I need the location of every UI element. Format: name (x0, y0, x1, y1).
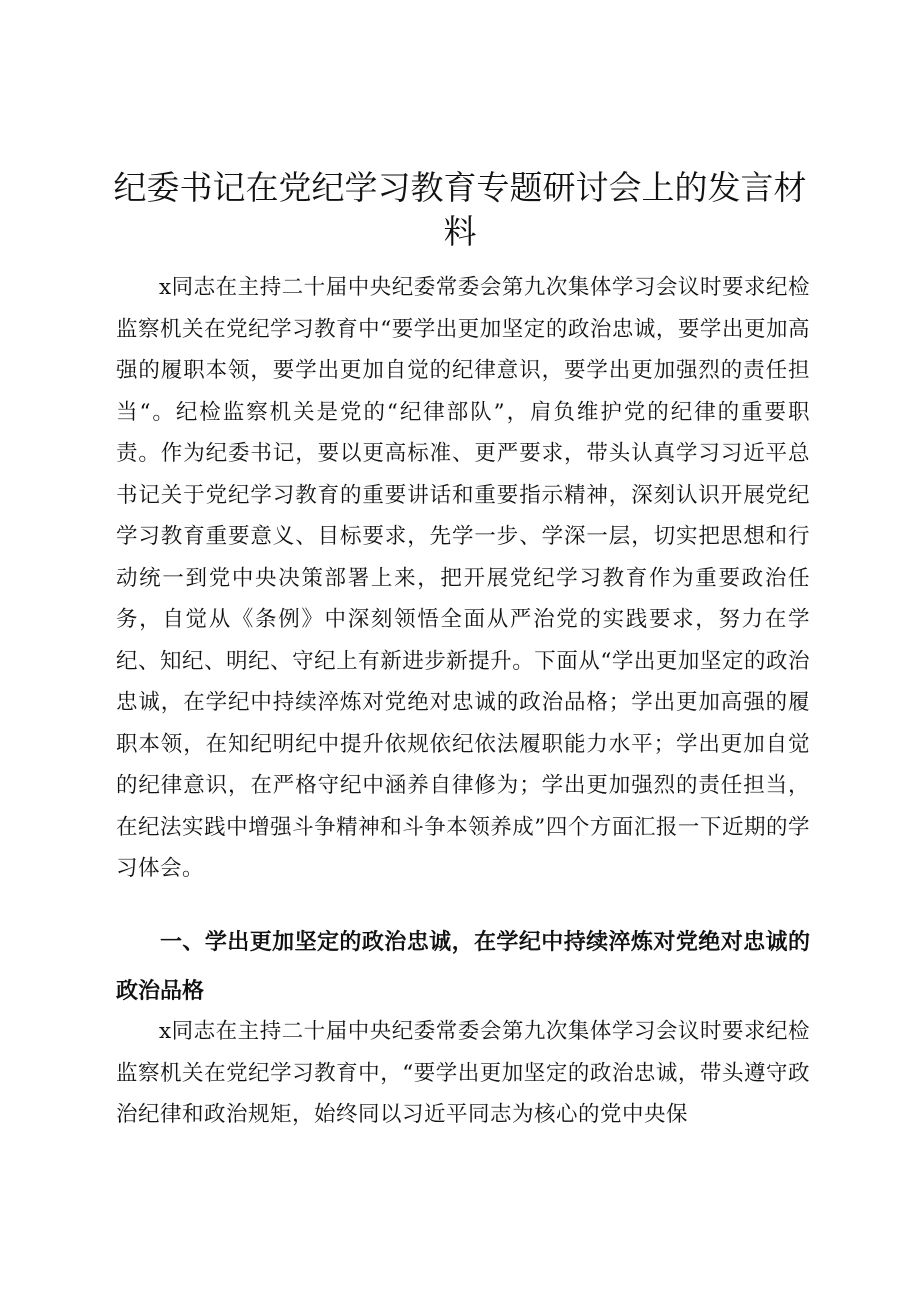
document-title: 纪委书记在党纪学习教育专题研讨会上的发言材料 (113, 168, 807, 251)
section-heading: 一、学出更加坚定的政治忠诚，在学纪中持续淬炼对党绝对忠诚的政治品格 (116, 930, 810, 1004)
body-paragraph: x同志在主持二十届中央纪委常委会第九次集体学习会议时要求纪检监察机关在党纪学习教育中，“要学出更加坚定的政治忠诚，带头遵守政治纪律和政治规矩，始终同以习近平同志为核心的党中央保 (116, 1019, 810, 1127)
body-paragraph: x同志在主持二十届中央纪委常委会第九次集体学习会议时要求纪检监察机关在党纪学习教育中“要学出更加坚定的政治忠诚，要学出更加高强的履职本领，要学出更加自觉的纪律意识，要学出更加强烈的责任担当“。纪检监察机关是党的“纪律部队”，肩负维护党的纪律的重要职责。作为纪委书记，要以更高标准、更严要求，带头认真学习习近平总书记关于党纪学习教育的重要讲话和重要指示精神，深刻认识开展党纪学习教育重要意义、目标要求，先学一步、学深一层，切实把思想和行动统一到党中央决策部署上来，把开展党纪学习教育作为重要政治任务，自觉从《条例》中深刻领悟全面从严治党的实践要求，努力在学纪、知纪、明纪、守纪上有新进步新提升。下面从“学出更加坚定的政治忠诚，在学纪中持续淬炼对党绝对忠诚的政治品格；学出更加高强的履职本领，在知纪明纪中提升依规依纪依法履职能力水平；学出更加自觉的纪律意识，在严格守纪中涵养自律修为；学出更加强烈的责任担当，在纪法实践中增强斗争精神和斗争本领养成”四个方面汇报一下近期的学习体会。 (116, 275, 810, 881)
